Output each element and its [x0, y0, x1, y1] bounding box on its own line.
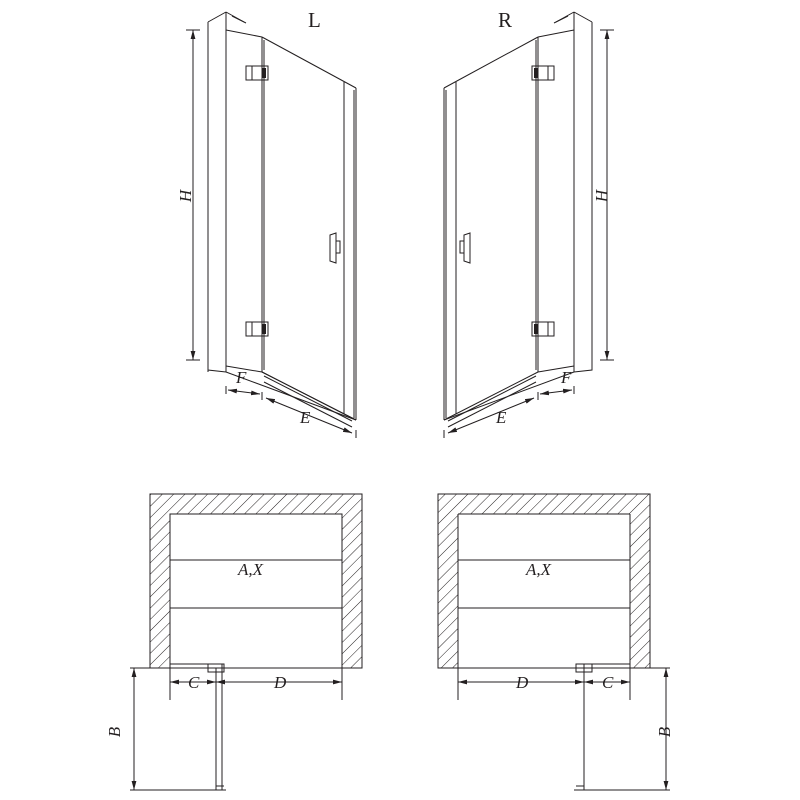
elevation-left-geometry: [208, 12, 356, 427]
label-door-left: E: [300, 408, 311, 427]
label-door-right: E: [496, 408, 507, 427]
label-height-left: H: [176, 189, 196, 203]
label-fixed-left: F: [236, 368, 247, 387]
label-opening-right: A,X: [526, 560, 552, 579]
title-left-hand: L: [308, 8, 321, 32]
plan-left-geometry: [150, 494, 362, 790]
label-fixed-right: F: [561, 368, 572, 387]
label-depth-right: B: [655, 726, 675, 738]
label-opening-left: A,X: [238, 560, 264, 579]
label-height-right: H: [592, 189, 612, 203]
plan-right-geometry: [438, 494, 650, 790]
elevation-right-geometry: [444, 12, 592, 427]
label-fixed-width-right: C: [602, 673, 614, 692]
label-door-width-left: D: [274, 673, 287, 692]
label-door-width-right: D: [516, 673, 529, 692]
title-right-hand: R: [498, 8, 513, 32]
label-fixed-width-left: C: [188, 673, 200, 692]
dimension-FE-right: [444, 386, 574, 438]
dimension-FE-left: [226, 386, 356, 438]
label-depth-left: B: [105, 726, 125, 738]
dimension-B-left: [130, 668, 226, 790]
